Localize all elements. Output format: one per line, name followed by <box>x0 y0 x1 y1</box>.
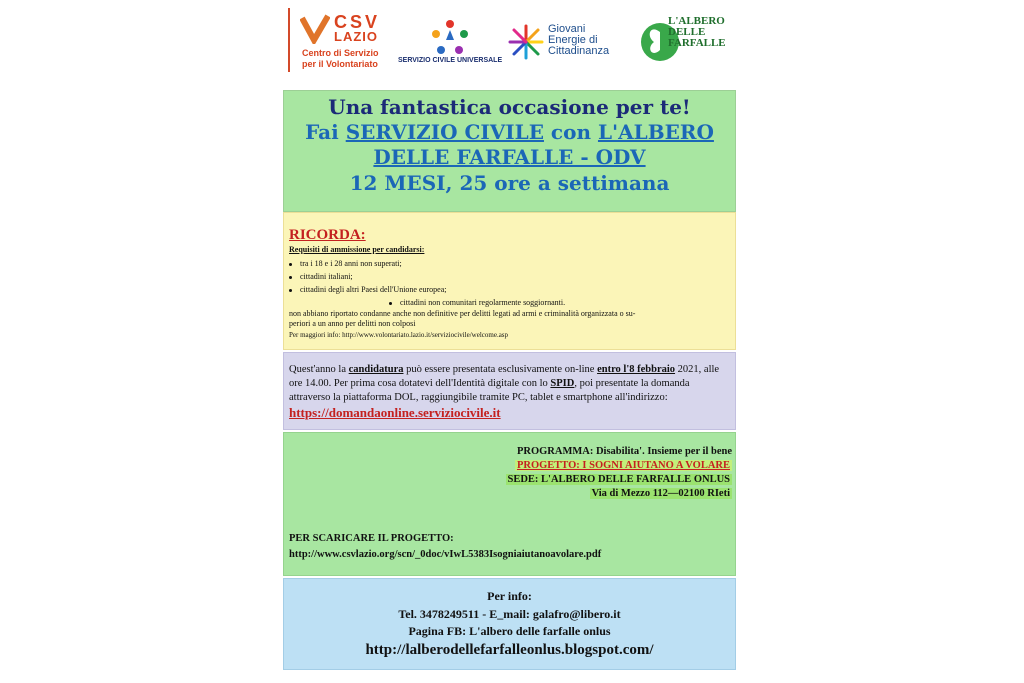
gec-label: Giovani Energie di Cittadinanza <box>548 23 610 57</box>
requisito-item: tra i 18 e i 28 anni non superati; <box>289 259 402 269</box>
programma-details <box>506 445 733 501</box>
requisiti-heading: Requisiti di ammissione per candidarsi: <box>289 245 425 254</box>
csv-desc: Centro di Servizio per il Volontariato <box>302 48 379 69</box>
headline-line3: DELLE FARFALLE - ODV <box>373 145 646 169</box>
csv-sub: LAZIO <box>334 29 378 44</box>
giovani-energie-logo <box>506 20 616 68</box>
requisito-item: cittadini degli altri Paesi dell'Unione europea; <box>289 285 447 295</box>
condanne-text: non abbiano riportato condanne anche non definitive per delitti legati ad armi e criminalità organizzata o su- <box>289 309 636 318</box>
download-title: PER SCARICARE IL PROGETTO: <box>289 533 454 544</box>
sede-line: SEDE: L'ALBERO DELLE FARFALLE ONLUS <box>507 474 730 485</box>
headline-duration: 12 MESI, 25 ore a settimana <box>349 171 670 195</box>
requisito-item: cittadini italiani; <box>289 272 353 282</box>
csv-title: CSV <box>334 12 381 32</box>
csv-check-icon <box>300 14 330 44</box>
scu-label: SERVIZIO CIVILE UNIVERSALE <box>398 57 503 64</box>
download-url[interactable]: http://www.csvlazio.org/scn/_0doc/vIwL5383Isogniaiutanoavolare.pdf <box>289 549 602 560</box>
ricorda-title: RICORDA: <box>289 227 366 243</box>
sunburst-icon <box>508 24 544 60</box>
star-people-icon <box>430 18 470 56</box>
address-line: Via di Mezzo 112—02100 RIeti <box>591 488 730 499</box>
domanda-online-link[interactable]: https://domandaonline.serviziocivile.it <box>289 405 501 420</box>
facebook-line: Pagina FB: L'albero delle farfalle onlus <box>408 624 611 638</box>
ricorda-box <box>283 212 736 350</box>
albero-farfalle-logo <box>640 14 744 70</box>
headline: Una fantastica occasione per te! <box>328 95 691 119</box>
blog-link[interactable]: http://lalberodellefarfalleonlus.blogspot.com/ <box>365 642 654 658</box>
adf-label: L'ALBERO DELLE FARFALLE <box>668 15 726 49</box>
headline-line2: Fai SERVIZIO CIVILE con L'ALBERO <box>305 120 714 144</box>
csv-lazio-logo <box>288 8 386 72</box>
info-box <box>283 578 736 670</box>
contact-line: Tel. 3478249511 - E_mail: galafro@libero.it <box>398 607 621 621</box>
servizio-civile-logo <box>398 18 502 70</box>
programma-box <box>283 432 736 576</box>
programma-line: PROGRAMMA: Disabilita'. Insieme per il bene <box>516 446 732 457</box>
headline-box <box>283 90 736 212</box>
info-link[interactable]: Per maggiori info: http://www.volontariato.lazio.it/serviziocivile/welcome.asp <box>289 331 509 339</box>
candidatura-text: Quest'anno la candidatura può essere presentata esclusivamente on-line entro l'8 febbraio 2021, alle ore 14.00. Per prima cosa dotatevi dell'Identità digitale con lo SPID, poi presentate la domanda attraverso la piattaforma DOL, raggiungibile tramite PC, tablet e smartphone all'indirizzo: https://domandaonline.serviziocivile.it <box>289 364 720 420</box>
download-section <box>289 531 601 563</box>
progetto-line: PROGETTO: I SOGNI AIUTANO A VOLARE <box>516 460 730 471</box>
condanne-text-cont: periori a un anno per delitti non colposi <box>289 319 416 328</box>
requisito-item: cittadini non comunitari regolarmente soggiornanti. <box>389 298 565 308</box>
candidatura-box <box>283 352 736 430</box>
info-title: Per info: <box>487 589 532 603</box>
